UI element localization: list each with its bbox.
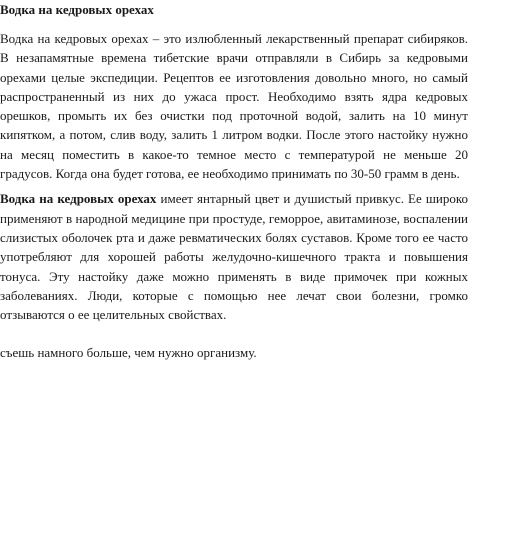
paragraph-properties-text: имеет янтарный цвет и душистый привкус. Ее широко применяют в народной медицине при простуде, геморрое, авитаминозе, воспалении слизистых оболочек рта и даже ревматических болях суставов. Кроме того ее часто употребляют для хорошей работы желудочно-кишечного тракта и повышения тонуса. Эту настойку даже можно применять в виде примочек при кожных заболеваниях. Люди, которые с помощью нее лечат свои болезни, громко отзываются о ее целительных свойствах. xyxy=(0,191,468,323)
article-title: Водка на кедровых орехах xyxy=(0,2,154,17)
paragraph-properties xyxy=(0,189,468,324)
paragraph-recipe: Водка на кедровых орехах – это излюбленный лекарственный препарат сибиряков. В незапамятные времена тибетские врачи отправляли в Сибирь за кедровыми орехами целые экспедиции. Рецептов ее изготовления довольно много, но самый распространенный из них до ужаса прост. Необходимо взять ядра кедровых орешков, промыть их без очистки под проточной водой, залить на 10 минут кипятком, а потом, слив воду, залить 1 литром водки. После этого настойку нужно на месяц поместить в какое-то темное место с температурой не меньше 20 градусов. Когда она будет готова, ее необходимо принимать по 30-50 грамм в день. xyxy=(0,31,468,182)
paragraph-fragment: съешь намного больше, чем нужно организму. xyxy=(0,345,257,361)
paragraph-lead-bold: Водка на кедровых орехах xyxy=(0,191,157,207)
